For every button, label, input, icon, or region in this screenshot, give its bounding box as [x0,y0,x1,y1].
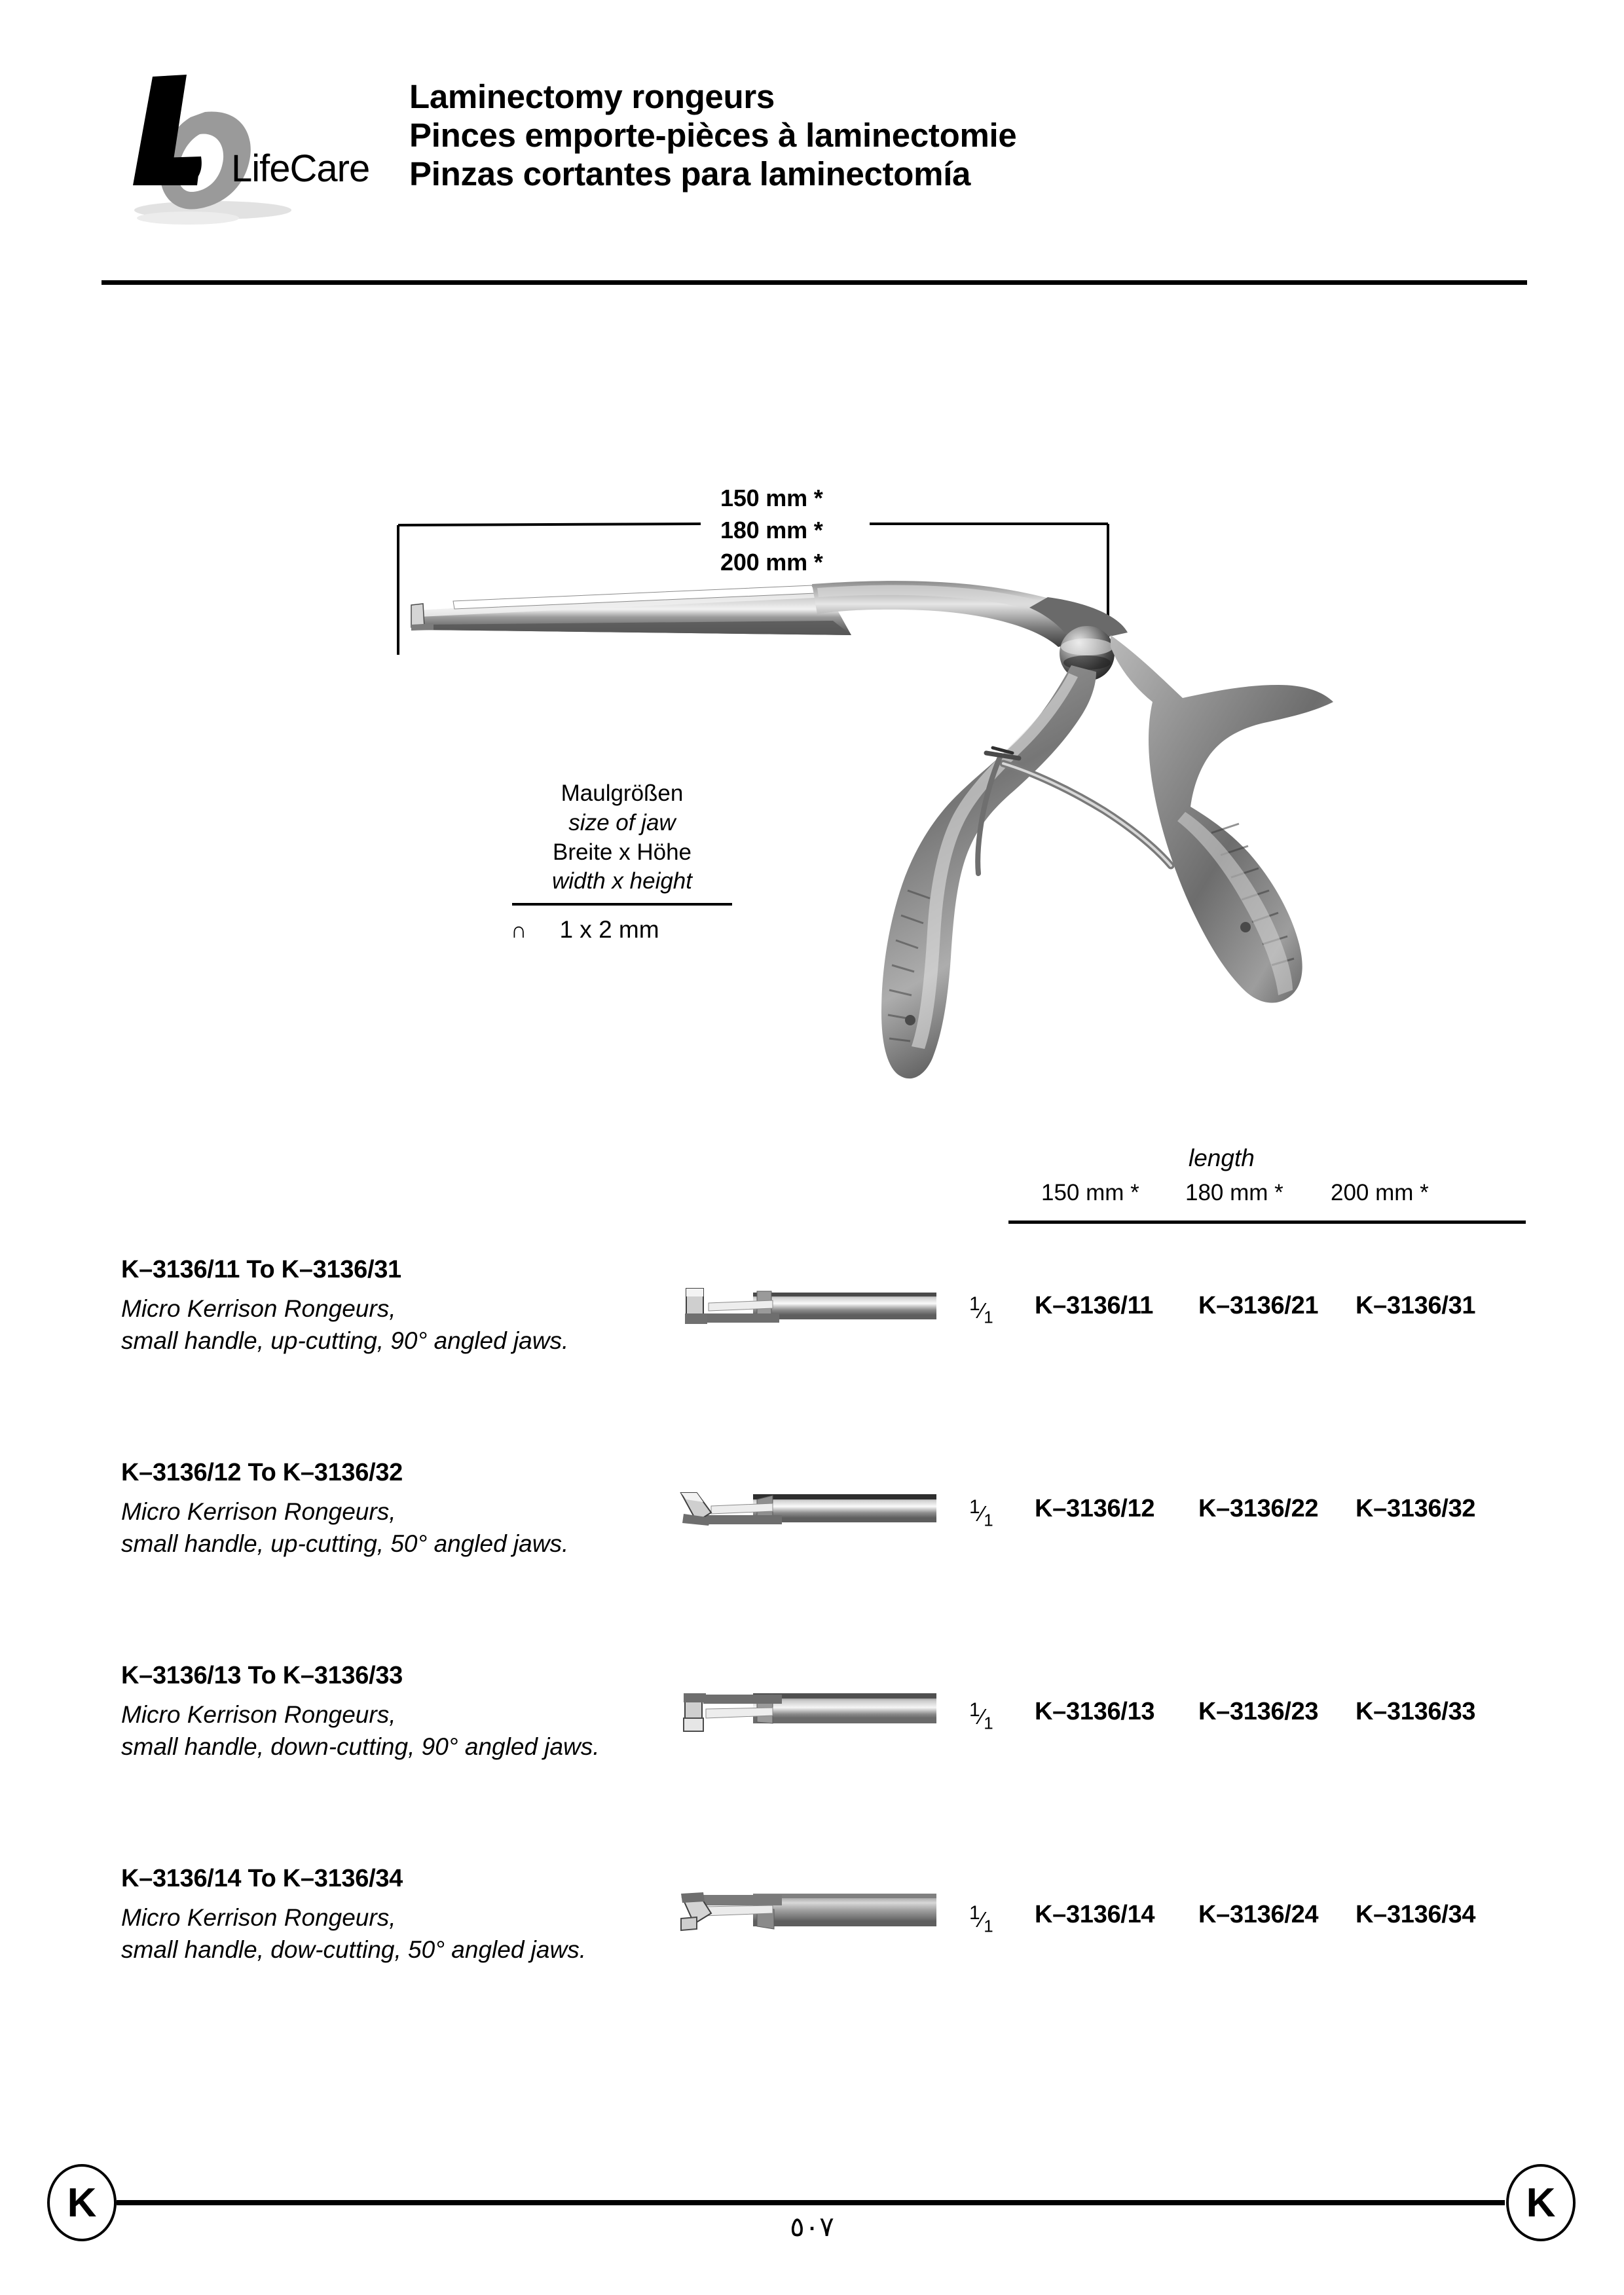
row-scale-ratio: $^1⁄_1$ [969,1699,993,1733]
row-scale-ratio: $^1⁄_1$ [969,1902,993,1936]
jaw-arch-icon: ∩ [511,918,527,944]
page-title [409,77,1522,193]
legend-breite-hoehe: Breite x Höhe [552,839,692,865]
legend-width-height: width x height [551,868,693,894]
row-scale-ratio: $^1⁄_1$ [969,1293,993,1327]
row-description-line-2: small handle, up-cutting, 90° angled jaws. [121,1327,569,1355]
row-title: K–3136/11 To K–3136/31 [121,1256,401,1283]
row-catalog-number-200mm: K–3136/32 [1356,1495,1476,1522]
row-description [121,1698,671,1763]
row-catalog-number-200mm: K–3136/34 [1356,1901,1476,1928]
row-title: K–3136/14 To K–3136/34 [121,1865,403,1892]
row-text-block [121,1459,671,1560]
row-product-image [674,1274,936,1346]
dimension-label-180: 180 mm * [720,517,823,543]
row-catalog-number-150mm: K–3136/14 [1035,1901,1155,1928]
row-catalog-number-150mm: K–3136/13 [1035,1698,1155,1725]
dimension-label-200: 200 mm * [720,549,823,576]
row-description [121,1496,671,1560]
footer-marker-left: K [47,2164,117,2241]
row-catalog-number-180mm: K–3136/22 [1198,1495,1319,1522]
row-description-line-1: Micro Kerrison Rongeurs, [121,1904,396,1931]
row-title: K–3136/12 To K–3136/32 [121,1459,403,1486]
row-product-image [674,1680,936,1752]
title-fr: Pinces emporte-pièces à laminectomie [409,117,1017,155]
footer-divider [117,2200,1505,2205]
row-catalog-number-180mm: K–3136/24 [1198,1901,1319,1928]
title-es: Pinzas cortantes para laminectomía [409,155,971,193]
column-header-150mm: 150 mm * [1041,1180,1139,1205]
row-catalog-number-150mm: K–3136/11 [1035,1292,1154,1319]
legend-maulgroessen: Maulgrößen [561,780,684,806]
table-row [0,1459,1624,1609]
row-description [121,1901,671,1966]
row-text-block [121,1865,671,1966]
lifecare-logo [115,56,390,226]
dimension-label-150: 150 mm * [720,485,823,511]
row-catalog-number-180mm: K–3136/23 [1198,1698,1319,1725]
row-product-image [674,1477,936,1549]
row-description-line-2: small handle, up-cutting, 50° angled jaws. [121,1530,569,1558]
row-description-line-1: Micro Kerrison Rongeurs, [121,1701,396,1728]
table-group-header-length: length [1189,1145,1255,1171]
row-product-image [674,1883,936,1955]
logo-wordmark: LifeCare [231,147,370,190]
row-catalog-number-180mm: K–3136/21 [1198,1292,1319,1319]
legend-size-of-jaw: size of jaw [568,809,676,835]
row-description-line-2: small handle, dow-cutting, 50° angled jaws. [121,1936,586,1964]
row-description-line-1: Micro Kerrison Rongeurs, [121,1295,396,1322]
table-header-divider [1008,1221,1526,1224]
row-title: K–3136/13 To K–3136/33 [121,1662,403,1689]
footer-marker-right: K [1506,2164,1576,2241]
table-row [0,1662,1624,1812]
row-catalog-number-150mm: K–3136/12 [1035,1495,1155,1522]
row-catalog-number-200mm: K–3136/33 [1356,1698,1476,1725]
row-scale-ratio: $^1⁄_1$ [969,1496,993,1530]
row-description-line-1: Micro Kerrison Rongeurs, [121,1498,396,1525]
jaw-size-value: 1 x 2 mm [559,916,659,944]
column-header-180mm: 180 mm * [1185,1180,1283,1205]
page-number: ٥٠٧ [790,2211,834,2243]
row-description-line-2: small handle, down-cutting, 90° angled jaws. [121,1733,600,1761]
row-catalog-number-200mm: K–3136/31 [1356,1292,1476,1319]
jaw-size-legend [491,779,753,944]
title-en: Laminectomy rongeurs [409,78,775,115]
instrument-illustration [393,485,1441,1139]
legend-divider [512,903,732,906]
row-text-block [121,1256,671,1357]
row-description [121,1293,671,1357]
table-row [0,1256,1624,1406]
column-header-200mm: 200 mm * [1331,1180,1429,1205]
row-text-block [121,1662,671,1763]
header-divider [101,280,1527,285]
table-row [0,1865,1624,2015]
